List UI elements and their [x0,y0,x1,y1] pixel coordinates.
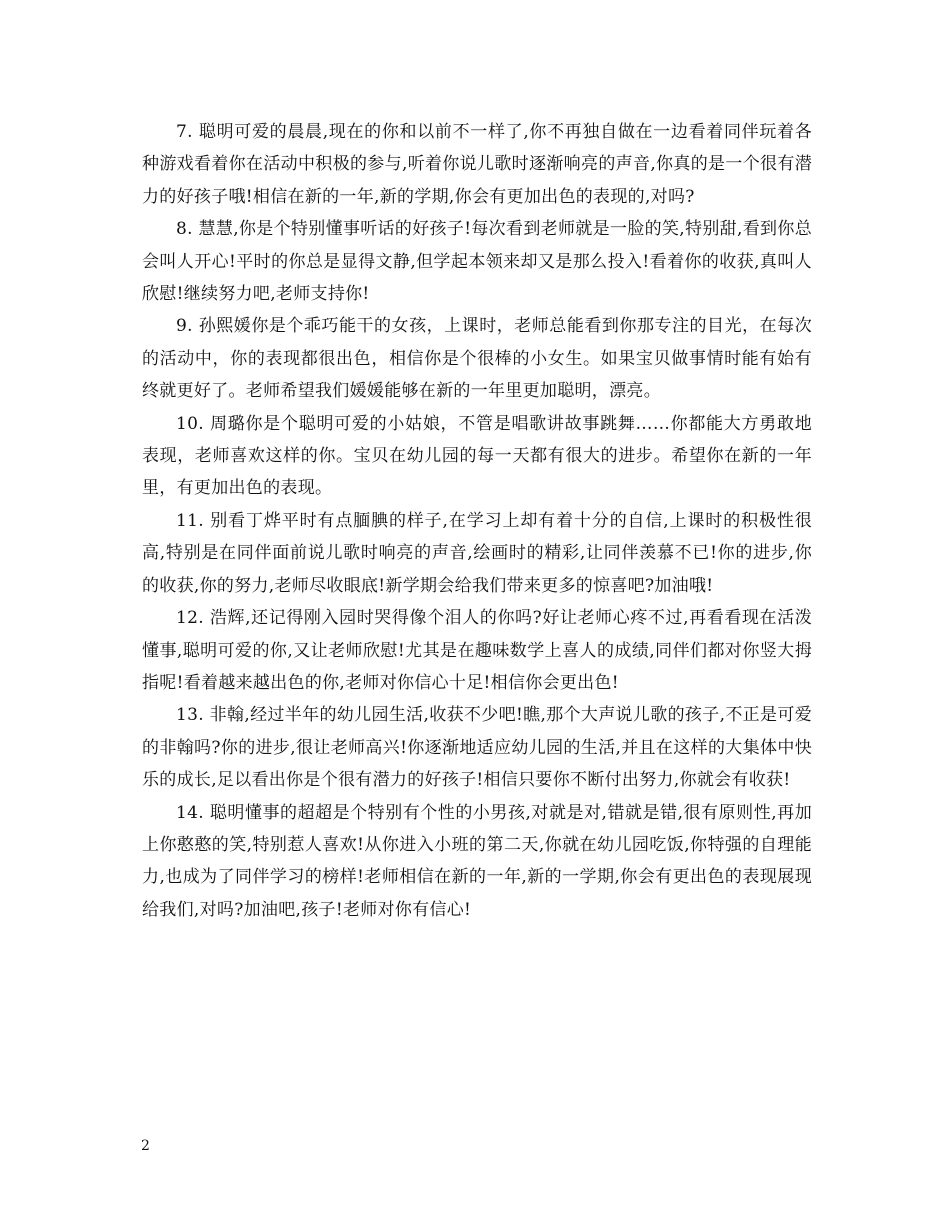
comment-paragraph-14: 14. 聪明懂事的超超是个特别有个性的小男孩,对就是对,错就是错,很有原则性,再加上你憨憨的笑,特别惹人喜欢!从你进入小班的第二天,你就在幼儿园吃饭,你特强的自理能力,也成为了同伴学习的榜样!老师相信在新的一年,新的一学期,你会有更出色的表现展现给我们,对吗?加油吧,孩子!老师对你有信心! [142,802,812,920]
comment-paragraph-12: 12. 浩辉,还记得刚入园时哭得像个泪人的你吗?好让老师心疼不过,再看看现在活泼懂事,聪明可爱的你,又让老师欣慰!尤其是在趣味数学上喜人的成绩,同伴们都对你竖大拇指呢!看着越来越出色的你,老师对你信心十足!相信你会更出色! [142,608,812,693]
document-body [142,116,812,926]
page-number: 2 [141,1138,150,1154]
comment-paragraph-13: 13. 非翰,经过半年的幼儿园生活,收获不少吧!瞧,那个大声说儿歌的孩子,不正是可爱的非翰吗?你的进步,很让老师高兴!你逐渐地适应幼儿园的生活,并且在这样的大集体中快乐的成长,足以看出你是个很有潜力的好孩子!相信只要你不断付出努力,你就会有收获! [142,705,812,791]
comment-paragraph-9: 9. 孙熙媛你是个乖巧能干的女孩，上课时，老师总能看到你那专注的目光，在每次的活动中，你的表现都很出色，相信你是个很棒的小女生。如果宝贝做事情时能有始有终就更好了。老师希望我们媛媛能够在新的一年里更加聪明，漂亮。 [142,316,812,402]
comment-paragraph-10: 10. 周璐你是个聪明可爱的小姑娘，不管是唱歌讲故事跳舞……你都能大方勇敢地表现，老师喜欢这样的你。宝贝在幼儿园的每一天都有很大的进步。希望你在新的一年里，有更加出色的表现。 [142,413,812,499]
comment-paragraph-7: 7. 聪明可爱的晨晨,现在的你和以前不一样了,你不再独自做在一边看着同伴玩着各种游戏看着你在活动中积极的参与,听着你说儿歌时逐渐响亮的声音,你真的是一个很有潜力的好孩子哦!相信在新的一年,新的学期,你会有更加出色的表现的,对吗? [142,122,812,207]
comment-paragraph-8: 8. 慧慧,你是个特别懂事听话的好孩子!每次看到老师就是一脸的笑,特别甜,看到你总会叫人开心!平时的你总是显得文静,但学起本领来却又是那么投入!看着你的收获,真叫人欣慰!继续努力吧,老师支持你! [142,219,812,305]
comment-paragraph-11: 11. 别看丁烨平时有点腼腆的样子,在学习上却有着十分的自信,上课时的积极性很高,特别是在同伴面前说儿歌时响亮的声音,绘画时的精彩,让同伴羡慕不已!你的进步,你的收获,你的努力,老师尽收眼底!新学期会给我们带来更多的惊喜吧?加油哦! [142,510,812,596]
